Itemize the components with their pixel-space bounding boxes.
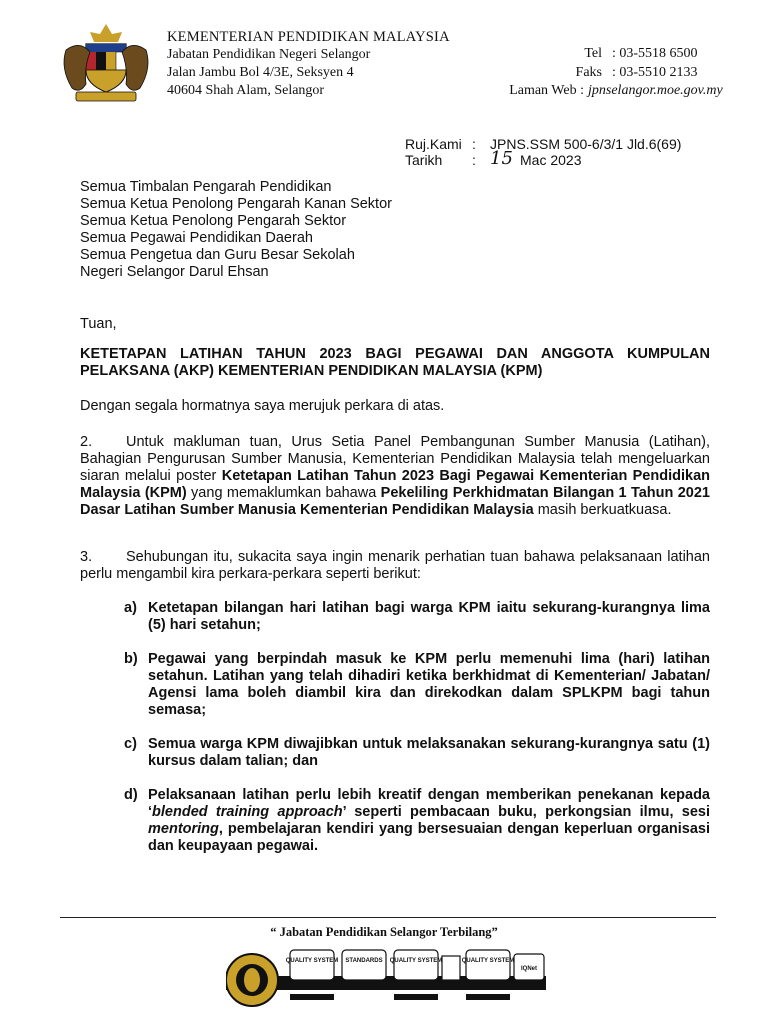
item-d-text-1: Pelaksanaan latihan perlu lebih kreatif dengan memberikan penekanan kepada ‘	[148, 787, 710, 820]
item-c-text: Semua warga KPM diwajibkan untuk melaksanakan sekurang-kurangnya satu (1) kursus dalam talian; dan	[148, 736, 710, 769]
recipient-4: Semua Pegawai Pendidikan Daerah	[80, 230, 313, 246]
date-day-handwritten: 15	[490, 148, 513, 169]
para2-text-2: yang memaklumkan bahawa	[186, 485, 381, 501]
salutation: Tuan,	[80, 316, 117, 332]
para2-number: 2.	[80, 434, 93, 450]
opening-sentence: Dengan segala hormatnya saya merujuk perkara di atas.	[80, 398, 445, 414]
item-d-label: d)	[124, 787, 138, 803]
paragraph-2	[80, 434, 710, 519]
ref-label: Ruj.Kami	[405, 136, 462, 152]
fax-label: Faks	[575, 65, 602, 80]
recipient-3: Semua Ketua Penolong Pengarah Sektor	[80, 213, 347, 229]
coat-of-arms-logo	[56, 20, 156, 106]
recipient-6: Negeri Selangor Darul Ehsan	[80, 264, 269, 280]
subject-heading: KETETAPAN LATIHAN TAHUN 2023 BAGI PEGAWAI DAN ANGGOTA KUMPULAN PELAKSANA (AKP) KEMENTERIAN PENDIDIKAN MALAYSIA (KPM)	[80, 346, 710, 379]
para2-bold-1: Ketetapan Latihan Tahun 2023 Bagi Pegawai Kementerian Pendidikan Malaysia (KPM)	[80, 468, 710, 501]
item-d-italic-1: blended training approach	[152, 804, 343, 820]
item-a-label: a)	[124, 600, 137, 616]
cert-label-1: QUALITY SYSTEM	[285, 958, 339, 964]
web-value[interactable]: jpnselangor.moe.gov.my	[588, 83, 723, 98]
item-a-text: Ketetapan bilangan hari latihan bagi warga KPM iaitu sekurang-kurangnya lima (5) hari setahun;	[148, 600, 710, 633]
para2-text-3: masih berkuatkuasa.	[533, 502, 672, 518]
date-label: Tarikh	[405, 152, 443, 168]
para2-text-1: Untuk makluman tuan, Urus Setia Panel Pembangunan Sumber Manusia (Latihan), Bahagian Pengurusan Sumber Manusia, Kementerian Pendidikan Malaysia telah mengeluarkan siaran melalui poster	[80, 434, 710, 484]
item-d-italic-2: mentoring	[148, 821, 219, 837]
cert-label-2: STANDARDS	[345, 958, 383, 964]
ministry-name: KEMENTERIAN PENDIDIKAN MALAYSIA	[167, 29, 450, 45]
para2-bold-2: Pekeliling Perkhidmatan Bilangan 1 Tahun 2021 Dasar Latihan Sumber Manusia Kementerian Pendidikan Malaysia	[80, 485, 710, 518]
date-sep: :	[472, 152, 476, 168]
date-rest: Mac 2023	[520, 152, 582, 168]
address-line-2: Jalan Jambu Bol 4/3E, Seksyen 4	[167, 65, 354, 80]
recipient-2: Semua Ketua Penolong Pengarah Kanan Sektor	[80, 196, 392, 212]
footer-motto: “ Jabatan Pendidikan Selangor Terbilang”	[270, 925, 498, 939]
cert-label-4: QUALITY SYSTEM	[461, 958, 515, 964]
para3-text: Sehubungan itu, sukacita saya ingin menarik perhatian tuan bahawa pelaksanaan latihan perlu mengambil kira perkara-perkara seperti berikut:	[80, 549, 710, 582]
item-b-label: b)	[124, 651, 138, 667]
recipient-1: Semua Timbalan Pengarah Pendidikan	[80, 179, 332, 195]
item-d-text-3: , pembelajaran kendiri yang bersesuaian dengan keperluan organisasi dan keupayaan pegawai.	[148, 821, 710, 854]
footer-divider	[60, 917, 716, 918]
cert-label-3: QUALITY SYSTEM	[389, 958, 443, 964]
ref-value: JPNS.SSM 500-6/3/1 Jld.6(69)	[490, 136, 682, 152]
item-d-text	[148, 787, 710, 855]
item-d-text-2: ’ seperti pembacaan buku, perkongsian ilmu, sesi	[342, 804, 711, 820]
certification-logos	[226, 944, 546, 1014]
fax-value: : 03-5510 2133	[612, 65, 698, 80]
tel-value: : 03-5518 6500	[612, 46, 698, 61]
recipient-5: Semua Pengetua dan Guru Besar Sekolah	[80, 247, 355, 263]
cert-label-5: IQNet	[520, 966, 538, 972]
address-line-3: 40604 Shah Alam, Selangor	[167, 83, 325, 98]
item-b-text: Pegawai yang berpindah masuk ke KPM perlu memenuhi lima (hari) latihan setahun. Latihan yang telah dihadiri ketika berkhidmat di Kementerian/ Jabatan/ Agensi lama boleh diambil kira dan direkodkan dalam SPLKPM bagi tahun semasa;	[148, 651, 710, 718]
paragraph-3	[80, 549, 710, 583]
para3-number: 3.	[80, 549, 93, 565]
ref-sep: :	[472, 136, 476, 152]
address-line-1: Jabatan Pendidikan Negeri Selangor	[167, 47, 371, 62]
item-c-label: c)	[124, 736, 137, 752]
tel-label: Tel	[584, 46, 602, 61]
web-label: Laman Web :	[509, 83, 584, 98]
